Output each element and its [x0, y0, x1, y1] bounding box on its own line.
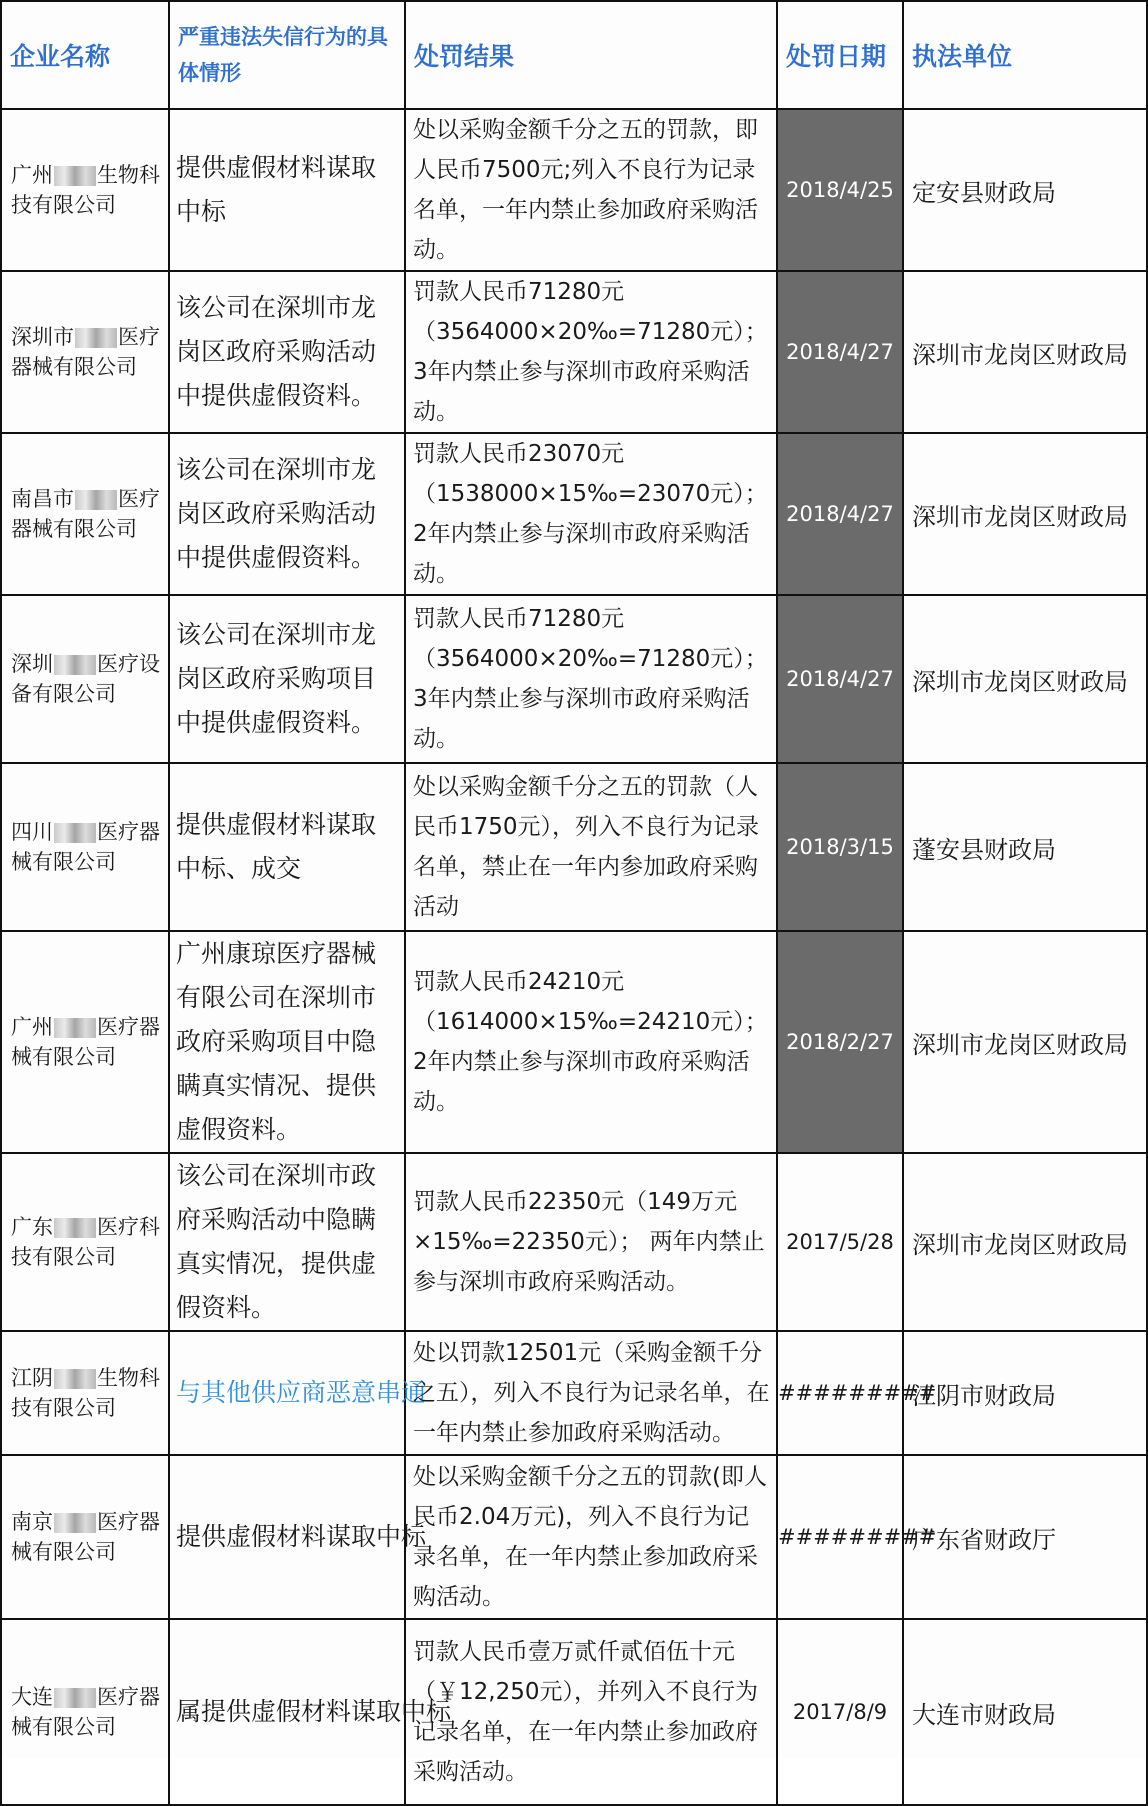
company-cell	[1, 763, 169, 931]
date-cell: 2018/4/27	[777, 595, 903, 763]
table-row	[1, 1153, 1147, 1331]
redacted-mark	[54, 166, 96, 186]
date-cell: 2017/8/9	[777, 1619, 903, 1805]
date-cell: 2018/2/27	[777, 931, 903, 1153]
agency-cell: 深圳市龙岗区财政局	[903, 595, 1147, 763]
result-cell: 罚款人民币71280元（3564000×20‰=71280元）； 3年内禁止参与深圳市政府采购活动。	[405, 271, 777, 433]
company-cell	[1, 271, 169, 433]
company-suffix: 生物科技有限公司	[11, 1366, 160, 1420]
company-suffix: 医疗器械有限公司	[11, 1015, 160, 1069]
agency-cell: 蓬安县财政局	[903, 763, 1147, 931]
company-cell	[1, 1619, 169, 1805]
violation-cell: 该公司在深圳市龙岗区政府采购活动中提供虚假资料。	[169, 433, 405, 595]
company-prefix: 南京	[11, 1510, 53, 1534]
agency-cell: 深圳市龙岗区财政局	[903, 433, 1147, 595]
company-cell	[1, 1331, 169, 1455]
agency-cell: 深圳市龙岗区财政局	[903, 271, 1147, 433]
result-cell: 处以罚款12501元（采购金额千分之五），列入不良行为记录名单，在一年内禁止参加政府采购活动。	[405, 1331, 777, 1455]
date-cell: 2018/4/27	[777, 271, 903, 433]
date-cell: 2017/5/28	[777, 1153, 903, 1331]
date-cell: 2018/4/25	[777, 109, 903, 271]
redacted-mark	[54, 1369, 96, 1389]
company-suffix: 医疗科技有限公司	[11, 1215, 160, 1269]
company-prefix: 广州	[11, 163, 53, 187]
violation-cell: 该公司在深圳市政府采购活动中隐瞒真实情况，提供虚假资料。	[169, 1153, 405, 1331]
company-suffix: 医疗器械有限公司	[11, 1685, 160, 1739]
redacted-mark	[54, 1513, 96, 1533]
result-cell: 罚款人民币24210元（1614000×15‰=24210元）； 2年内禁止参与深圳市政府采购活动。	[405, 931, 777, 1153]
date-cell: 2018/4/27	[777, 433, 903, 595]
company-prefix: 江阴	[11, 1366, 53, 1390]
redacted-mark	[75, 328, 117, 348]
violation-cell: 广州康琼医疗器械有限公司在深圳市政府采购项目中隐瞒真实情况、提供虚假资料。	[169, 931, 405, 1153]
redacted-mark	[54, 1688, 96, 1708]
table-row	[1, 109, 1147, 271]
company-suffix: 医疗器械有限公司	[11, 820, 160, 874]
agency-cell: 深圳市龙岗区财政局	[903, 1153, 1147, 1331]
violation-cell: 提供虚假材料谋取中标	[169, 109, 405, 271]
result-cell: 罚款人民币71280元（3564000×20‰=71280元）； 3年内禁止参与深圳市政府采购活动。	[405, 595, 777, 763]
agency-cell: 定安县财政局	[903, 109, 1147, 271]
header-violation: 严重违法失信行为的具体情形	[169, 1, 405, 109]
violation-cell: 该公司在深圳市龙岗区政府采购活动中提供虚假资料。	[169, 271, 405, 433]
agency-cell: 江阴市财政局	[903, 1331, 1147, 1455]
company-cell	[1, 931, 169, 1153]
company-suffix: 医疗器械有限公司	[11, 1510, 160, 1564]
company-cell	[1, 1153, 169, 1331]
violation-cell: 该公司在深圳市龙岗区政府采购项目中提供虚假资料。	[169, 595, 405, 763]
company-cell	[1, 595, 169, 763]
date-cell: 2018/3/15	[777, 763, 903, 931]
result-cell: 处以采购金额千分之五的罚款(即人民币2.04万元)，列入不良行为记录名单，在一年内禁止参加政府采购活动。	[405, 1455, 777, 1619]
company-cell	[1, 433, 169, 595]
table-row	[1, 1455, 1147, 1619]
header-result: 处罚结果	[405, 1, 777, 109]
date-cell: #########	[777, 1455, 903, 1619]
agency-cell: 大连市财政局	[903, 1619, 1147, 1805]
result-cell: 处以采购金额千分之五的罚款，即人民币7500元;列入不良行为记录名单，一年内禁止参加政府采购活动。	[405, 109, 777, 271]
redacted-mark	[54, 1218, 96, 1238]
company-suffix: 医疗设备有限公司	[11, 652, 160, 706]
header-agency: 执法单位	[903, 1, 1147, 109]
date-cell: #########	[777, 1331, 903, 1455]
company-prefix: 南昌市	[11, 487, 74, 511]
result-cell: 罚款人民币壹万贰仟贰佰伍十元（￥12,250元），并列入不良行为记录名单，在一年内禁止参加政府采购活动。	[405, 1619, 777, 1805]
company-prefix: 广州	[11, 1015, 53, 1039]
table-row	[1, 1619, 1147, 1805]
redacted-mark	[54, 823, 96, 843]
company-prefix: 四川	[11, 820, 53, 844]
header-company: 企业名称	[1, 1, 169, 109]
company-prefix: 广东	[11, 1215, 53, 1239]
company-prefix: 深圳	[11, 652, 53, 676]
agency-cell: 广东省财政厅	[903, 1455, 1147, 1619]
table-row	[1, 763, 1147, 931]
table-row	[1, 433, 1147, 595]
table-row	[1, 931, 1147, 1153]
company-prefix: 大连	[11, 1685, 53, 1709]
redacted-mark	[54, 1018, 96, 1038]
table-row	[1, 595, 1147, 763]
agency-cell: 深圳市龙岗区财政局	[903, 931, 1147, 1153]
redacted-mark	[75, 490, 117, 510]
violation-cell: 提供虚假材料谋取中标	[169, 1455, 405, 1619]
result-cell: 罚款人民币22350元（149万元×15‰=22350元）； 两年内禁止参与深圳市政府采购活动。	[405, 1153, 777, 1331]
redacted-mark	[54, 655, 96, 675]
violation-cell: 提供虚假材料谋取中标、成交	[169, 763, 405, 931]
header-row	[1, 1, 1147, 109]
company-cell	[1, 1455, 169, 1619]
result-cell: 罚款人民币23070元（1538000×15‰=23070元）；2年内禁止参与深圳市政府采购活动。	[405, 433, 777, 595]
company-suffix: 医疗器械有限公司	[11, 325, 160, 379]
company-suffix: 医疗器械有限公司	[11, 487, 160, 541]
violation-cell: 与其他供应商恶意串通	[169, 1331, 405, 1455]
table-row	[1, 1331, 1147, 1455]
company-cell	[1, 109, 169, 271]
violation-cell: 属提供虚假材料谋取中标	[169, 1619, 405, 1805]
result-cell: 处以采购金额千分之五的罚款（人民币1750元），列入不良行为记录名单，禁止在一年内参加政府采购活动	[405, 763, 777, 931]
company-prefix: 深圳市	[11, 325, 74, 349]
company-suffix: 生物科技有限公司	[11, 163, 160, 217]
table-row	[1, 271, 1147, 433]
header-date: 处罚日期	[777, 1, 903, 109]
